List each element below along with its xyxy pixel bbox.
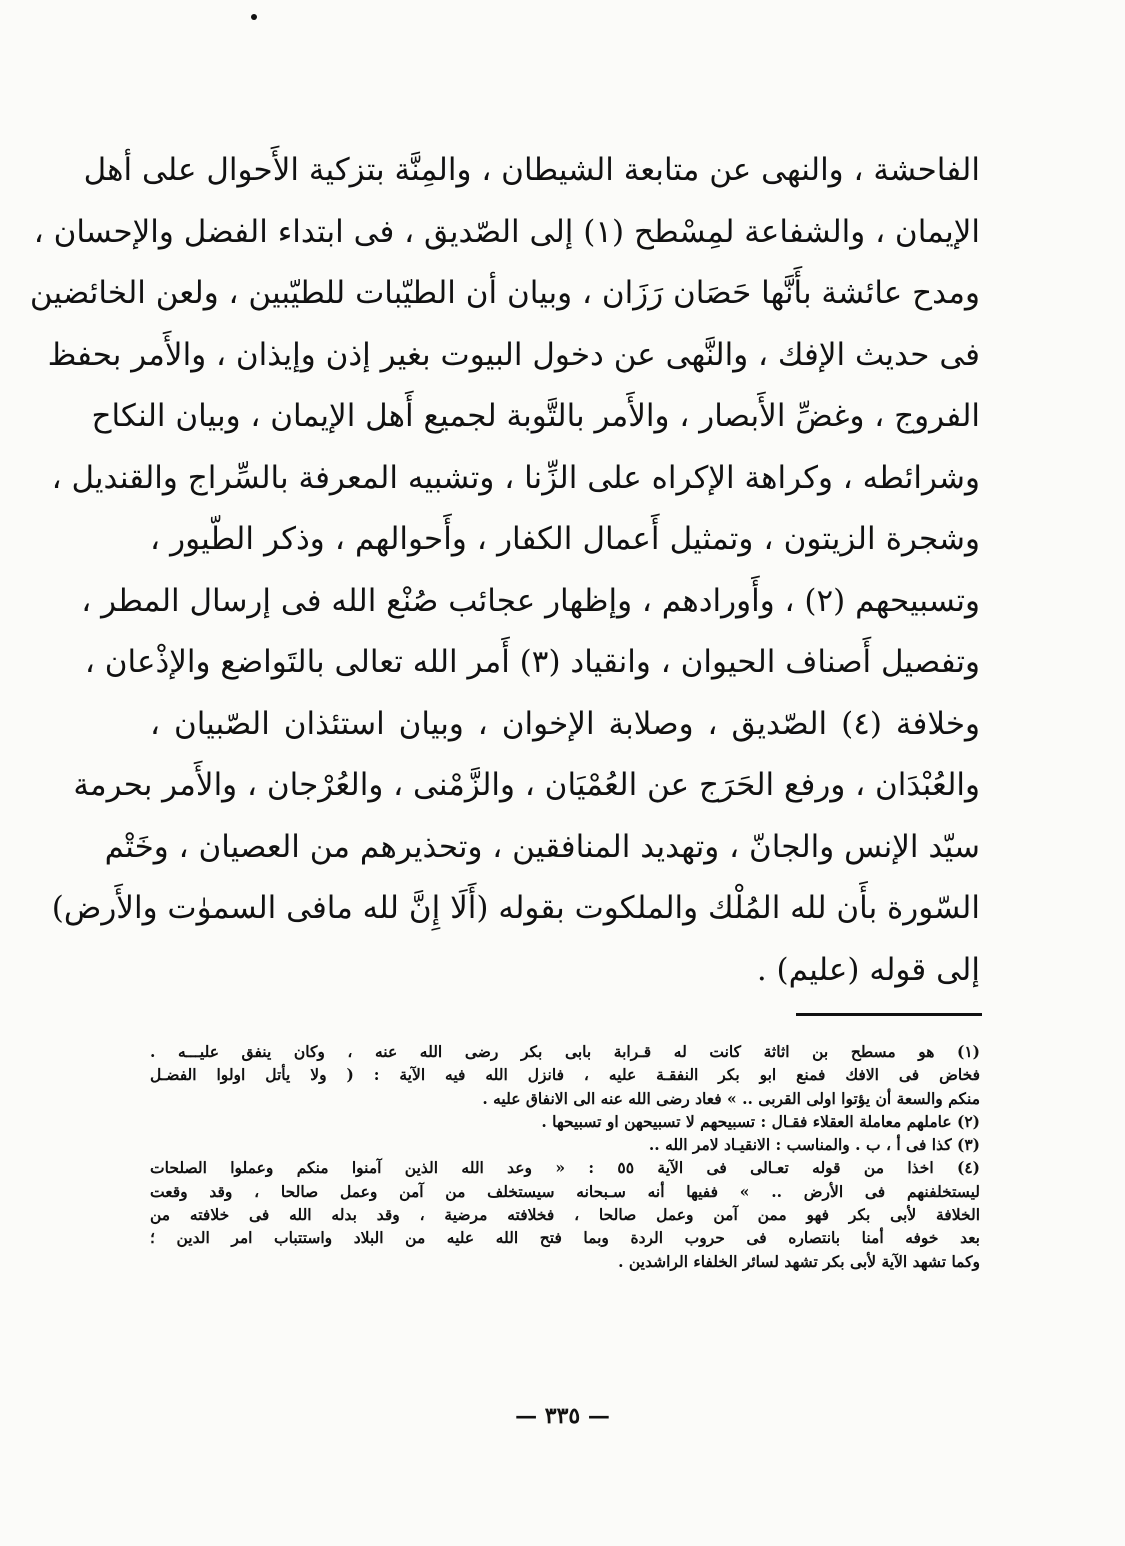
text-line: الفاحشة ، والنهى عن متابعة الشيطان ، والمِنَّة بتزكية الأَحوال على أهل <box>83 152 980 188</box>
text-line: الإيمان ، والشفاعة لمِسْطح (١) إلى الصّديق ، فى ابتداء الفضل والإحسان ، <box>33 213 980 250</box>
footnote-line: بعد خوفه أمنا بانتصاره فى حروب الردة وبما فتح الله عليه من البلاد واستتباب امر الدين ؛ <box>150 1228 980 1248</box>
footnote-separator <box>796 1013 982 1016</box>
footnote-line: (٤) اخذا من قوله تعـالى فى الآية ٥٥ : « وعد الله الذين آمنوا منكم وعملوا الصلحات <box>150 1158 980 1178</box>
text-line: والعُبْدَان ، ورفع الحَرَج عن العُمْيَان ، والزَّمْنى ، والعُرْجان ، والأَمر بحرمة <box>73 767 980 803</box>
text-line: السّورة بأَن لله المُلْك والملكوت بقوله (أَلَا إِنَّ لله مافى السموٰت والأَرض) <box>51 890 980 926</box>
footnote-line: فخاض فى الافك فمنع ابو بكر النفقـة عليه ، فانزل الله فيه الآية : ( ولا يأتل اولوا الفضـل <box>150 1065 980 1085</box>
footnote-line: وكما تشهد الآية لأبى بكر تشهد لسائر الخلفاء الراشدين . <box>618 1251 980 1271</box>
text-line: وتسبيحهم (٢) ، وأَورادهم ، وإظهار عجائب صُنْع الله فى إرسال المطر ، <box>81 582 980 619</box>
footnote-line: (٢) عاملهم معاملة العقلاء فقـال : تسبيحهم لا تسبيحهن او تسبيحها . <box>541 1111 980 1131</box>
text-line: ومدح عائشة بأَنَّها حَصَان رَزَان ، وبيان أن الطيّبات للطيّبين ، ولعن الخائضين <box>29 275 980 311</box>
page-number: — ٣٣٥ — <box>515 1403 610 1429</box>
text-line: الفروج ، وغضِّ الأَبصار ، والأَمر بالتَّوبة لجميع أَهل الإيمان ، وبيان النكاح <box>91 398 980 434</box>
footnote-line: منكم والسعة أن يؤتوا اولى القربى .. » فعاد رضى الله عنه الى الانفاق عليه . <box>482 1088 980 1108</box>
text-line: إلى قوله (عليم) . <box>756 951 980 988</box>
footnote-line: ليستخلفنهم فى الأرض .. » ففيها أنه سـبحانه سيستخلف من آمن وعمل صالحا ، وقد وقعت <box>150 1181 980 1201</box>
footnote-line: الخلافة لأبى بكر فهو ممن آمن وعمل صالحا ، فخلافته مرضية ، وقد بدله الله فى خلافته من <box>150 1205 980 1225</box>
footnotes <box>150 1040 980 1273</box>
text-line: فى حديث الإفك ، والنَّهى عن دخول البيوت بغير إذن وإيذان ، والأَمر بحفظ <box>47 336 980 373</box>
ink-dot <box>251 14 257 20</box>
text-line: وخلافة (٤) الصّديق ، وصلابة الإخوان ، وبيان استئذان الصّبيان ، <box>150 705 980 742</box>
main-text <box>29 140 980 1001</box>
text-line: وشجرة الزيتون ، وتمثيل أَعمال الكفار ، وأَحوالهم ، وذكر الطّيور ، <box>150 521 980 557</box>
footnote-line: (١) هو مسطح بن اثاثة كانت له قـرابة بابى بكر رضى الله عنه ، وكان ينفق عليـــه . <box>150 1042 980 1061</box>
text-line: سيّد الإنس والجانّ ، وتهديد المنافقين ، وتحذيرهم من العصيان ، وخَتْم <box>104 828 980 865</box>
text-line: وتفصيل أَصناف الحيوان ، وانقياد (٣) أَمر الله تعالى بالتَواضع والإذْعان ، <box>84 644 980 680</box>
text-line: وشرائطه ، وكراهة الإكراه على الزِّنا ، وتشبيه المعرفة بالسِّراج والقنديل ، <box>51 459 980 496</box>
footnote-line: (٣) كذا فى أ ، ب . والمناسب : الانقيـاد لامر الله .. <box>648 1135 980 1155</box>
